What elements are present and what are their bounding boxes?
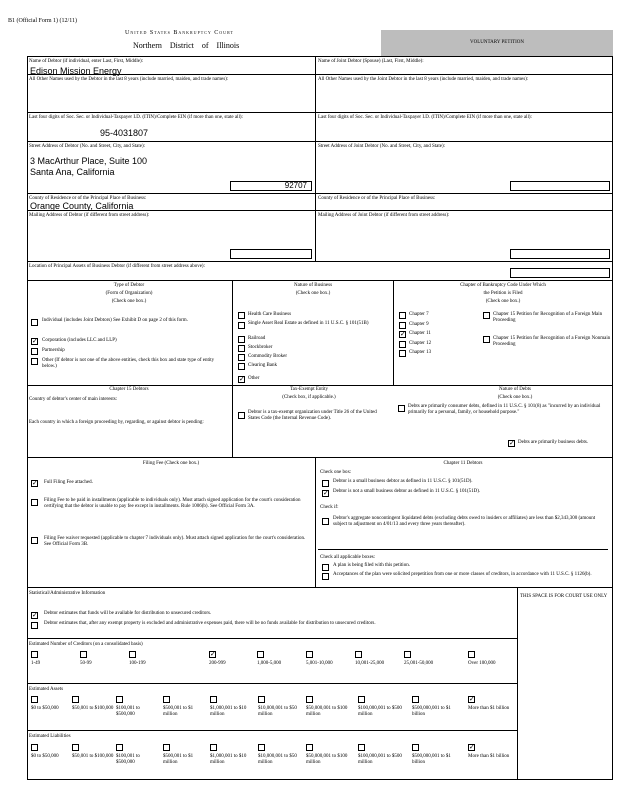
chapter15-text2: Each country in which a foreign proceeding by, regarding, or against debtor is pending: <box>29 420 204 425</box>
chapter-9-label: Chapter 9 <box>409 322 429 327</box>
consumer-debts-label: Debts are primarily consumer debts, defined in 11 U.S.C. § 101(8) as "incurred by an individual primarily for a personal, family, or household purpose." <box>408 404 601 415</box>
creditors-range-checkbox[interactable] <box>129 651 136 658</box>
assets-range-checkbox[interactable] <box>116 696 123 703</box>
street-line-1[interactable]: 3 MacArthur Place, Suite 100 <box>30 156 148 166</box>
creditors-range-label: 1-49 <box>31 661 41 666</box>
debtor-name-value[interactable]: Edison Mission Energy <box>30 66 122 76</box>
nob-health-checkbox[interactable] <box>238 312 245 319</box>
type-corporation-label: Corporation (includes LLC and LLP) <box>42 338 117 343</box>
assets-range-checkbox[interactable] <box>210 696 217 703</box>
assets-range-checkbox[interactable] <box>358 696 365 703</box>
mailing-address-label: Mailing Address of Debtor (if different from street address): <box>29 213 150 218</box>
debtor-name-label: Name of Debtor (if individual, enter Last, First, Middle): <box>29 59 144 64</box>
acceptances-checkbox[interactable] <box>322 573 329 580</box>
liabilities-range-checkbox[interactable] <box>412 744 419 751</box>
chapter-12-checkbox[interactable] <box>399 341 406 348</box>
liabilities-range-checkbox[interactable] <box>163 744 170 751</box>
chapter-15-nonmain-label: Chapter 15 Petition for Recognition of a Foreign Nonmain Proceeding <box>493 336 611 347</box>
nob-railroad-checkbox[interactable] <box>238 336 245 343</box>
nature-of-business-title: Nature of Business <box>293 283 333 288</box>
creditors-range-label: 25,001-50,000 <box>404 661 434 666</box>
chapter15-text: Country of debtor's center of main interests: <box>29 397 118 402</box>
nob-clearing-bank-label: Clearing Bank <box>248 363 278 368</box>
nob-other-label: Other <box>248 376 260 381</box>
assets-range-checkbox[interactable] <box>412 696 419 703</box>
creditors-range-label: 10,001-25,000 <box>355 661 385 666</box>
chapter-subtitle: the Petition is Filed <box>483 291 523 296</box>
assets-range-label: $0 to $50,000 <box>31 706 59 711</box>
assets-range-checkbox[interactable] <box>306 696 313 703</box>
tax-exempt-title: Tax-Exempt Entity <box>289 387 329 392</box>
chapter-title: Chapter of Bankruptcy Code Under Which <box>460 283 546 288</box>
joint-ein-label: Last four digits of Soc. Sec. or Individual-Taxpayer I.D. (ITIN)/Complete EIN (if more than one, state all): <box>318 115 532 120</box>
filing-fee-title: Filing Fee (Check one box.) <box>142 461 200 466</box>
plan-filed-checkbox[interactable] <box>322 564 329 571</box>
rule <box>27 638 517 639</box>
col-divider <box>232 385 233 457</box>
liabilities-range-checkbox[interactable] <box>210 744 217 751</box>
liabilities-range-checkbox[interactable] <box>358 744 365 751</box>
county-value[interactable]: Orange County, California <box>30 201 134 211</box>
plan-filed-label: A plan is being filed with this petition. <box>333 563 410 568</box>
assets-range-checkbox[interactable] <box>163 696 170 703</box>
court-use-divider <box>517 587 518 780</box>
rule <box>27 261 613 262</box>
fee-waiver-checkbox[interactable] <box>31 537 38 544</box>
funds-not-available-label: Debtor estimates that, after any exempt property is excluded and administrative expenses paid, there will be no funds available for distribution to unsecured creditors. <box>44 621 376 626</box>
rule <box>27 457 613 458</box>
county-label: County of Residence or of the Principal Place of Business: <box>29 196 147 201</box>
assets-range-checkbox[interactable] <box>72 696 79 703</box>
chapter11-check-if: Check if: <box>320 505 339 510</box>
liabilities-range-checkbox[interactable] <box>258 744 265 751</box>
other-names-label: All Other Names used by the Debtor in the last 8 years (include married, maiden, and trade names): <box>29 77 229 82</box>
aggregate-debts-label: Debtor's aggregate noncontingent liquidated debts (excluding debts owed to insiders or affiliates) are less than $2,343,300 (amount subject to adjustment on 4/01/13 and every three years thereafter). <box>333 516 596 527</box>
chapter11-check-all: Check all applicable boxes: <box>320 555 376 560</box>
liabilities-range-label: $10,000,001 to $50 million <box>258 754 297 765</box>
creditors-range-checkbox[interactable] <box>257 651 264 658</box>
col-divider <box>393 280 394 385</box>
location-assets-label: Location of Principal Assets of Business Debtor (if different from street address above): <box>29 264 205 269</box>
creditors-label: Estimated Number of Creditors (on a consolidated basis) <box>29 642 143 647</box>
nob-commodity-checkbox[interactable] <box>238 354 245 361</box>
type-partnership-label: Partnership <box>42 348 65 353</box>
creditors-range-checkbox[interactable] <box>404 651 411 658</box>
chapter-11-label: Chapter 11 <box>409 331 431 336</box>
street-address-label: Street Address of Debtor (No. and Street, City, and State): <box>29 144 146 149</box>
type-individual-checkbox[interactable] <box>31 319 38 326</box>
chapter-13-label: Chapter 13 <box>409 350 432 355</box>
form-id: B1 (Official Form 1) (12/11) <box>8 18 77 24</box>
chapter11-check-one: Check one box: <box>320 470 352 475</box>
installments-label: Filing Fee to be paid in installments (applicable to individuals only). Must attach signed application for the court's consideration certifying that the debtor is unable to pay fee except in installments. Rule 1006(b). See Official Form 3A. <box>44 498 301 509</box>
nob-clearing-bank-checkbox[interactable] <box>238 363 245 370</box>
location-zip-code[interactable] <box>510 268 610 278</box>
tax-exempt-text: Debtor is a tax-exempt organization under Title 26 of the United States Code (the Internal Revenue Code). <box>248 410 377 421</box>
liabilities-range-label: $100,000,001 to $500 million <box>358 754 402 765</box>
rule <box>27 587 613 588</box>
creditors-range-checkbox[interactable] <box>31 651 38 658</box>
nob-stockbroker-label: Stockbroker <box>248 345 273 350</box>
type-of-debtor-title: Type of Debtor <box>113 283 145 288</box>
type-other-label: Other (If debtor is not one of the above entities, check this box and state type of entity below.) <box>42 358 215 369</box>
chapter11-debtors-title: Chapter 11 Debtors <box>443 461 483 466</box>
liabilities-range-label: $100,001 to $500,000 <box>116 754 140 765</box>
court-use-only: THIS SPACE IS FOR COURT USE ONLY <box>520 594 608 599</box>
installments-checkbox[interactable] <box>31 499 38 506</box>
type-partnership-checkbox[interactable] <box>31 348 38 355</box>
chapter-9-checkbox[interactable] <box>399 322 406 329</box>
creditors-range-checkbox[interactable] <box>468 651 475 658</box>
funds-available-checkbox[interactable]: ✓ <box>32 611 38 619</box>
street-line-2[interactable]: Santa Ana, California <box>30 167 115 177</box>
not-small-business-label: Debtor is not a small business debtor as defined in 11 U.S.C. § 101(51D). <box>333 489 481 494</box>
joint-zip-code[interactable] <box>510 181 610 191</box>
type-of-debtor-subtitle: (Form of Organization) <box>105 291 153 296</box>
liabilities-range-label: $1,000,001 to $10 million <box>210 754 247 765</box>
assets-range-label: $100,001 to $500,000 <box>116 706 140 717</box>
creditors-range-checkbox[interactable] <box>306 651 313 658</box>
chapter-15-main-label: Chapter 15 Petition for Recognition of a Foreign Main Proceeding <box>493 312 603 323</box>
fee-waiver-label: Filing Fee waiver requested (applicable to chapter 7 individuals only). Must attach signed application for the court's consideration. See Official Form 3B. <box>44 536 306 547</box>
mailing-zip-code[interactable] <box>230 249 312 259</box>
nature-of-debts-title: Nature of Debts <box>499 387 531 392</box>
tax-exempt-checkbox[interactable] <box>238 412 245 419</box>
full-filing-fee-checkbox[interactable]: ✓ <box>32 479 38 487</box>
business-debts-checkbox[interactable]: ✓ <box>509 439 515 447</box>
nature-of-debts-check: (Check one box.) <box>497 395 533 400</box>
joint-street-label: Street Address of Joint Debtor (No. and Street, City, and State): <box>318 144 446 149</box>
rule <box>27 141 613 142</box>
liabilities-range-label: $500,000,001 to $1 billion <box>412 754 451 765</box>
chapter-12-label: Chapter 12 <box>409 341 432 346</box>
assets-range-label: $50,000,001 to $100 million <box>306 706 348 717</box>
nature-of-business-check-one: (Check one box.) <box>295 291 331 296</box>
assets-range-label: More than $1 billion <box>468 706 510 711</box>
joint-other-names-label: All Other Names used by the Joint Debtor in the last 8 years (include married, maiden, and trade names): <box>318 77 529 82</box>
funds-available-label: Debtor estimates that funds will be available for distribution to unsecured creditors. <box>44 611 212 616</box>
ein-value[interactable]: 95-4031807 <box>100 128 149 138</box>
not-small-business-checkbox[interactable]: ✓ <box>323 489 329 497</box>
assets-range-checkbox[interactable] <box>31 696 38 703</box>
nob-commodity-label: Commodity Broker <box>248 354 288 359</box>
liabilities-range-label: $50,000,001 to $100 million <box>306 754 348 765</box>
creditors-range-label: 100-199 <box>129 661 146 666</box>
chapter-11-checkbox[interactable]: ✓ <box>400 330 406 338</box>
small-business-checkbox[interactable] <box>322 480 329 487</box>
joint-debtor-name-label: Name of Joint Debtor (Spouse) (Last, First, Middle): <box>318 59 424 64</box>
rule <box>318 549 608 550</box>
funds-not-available-checkbox[interactable] <box>31 622 38 629</box>
creditors-range-label: 1,000-5,000 <box>257 661 282 666</box>
rule <box>27 193 613 194</box>
assets-range-label: $1,000,001 to $10 million <box>210 706 247 717</box>
assets-range-label: $100,000,001 to $500 million <box>358 706 402 717</box>
assets-range-label: $10,000,001 to $50 million <box>258 706 297 717</box>
creditors-range-label: 200-999 <box>209 661 226 666</box>
col-divider <box>315 457 316 587</box>
center-divider <box>315 56 316 261</box>
rule <box>27 112 613 113</box>
chapter-13-checkbox[interactable] <box>399 350 406 357</box>
chapter-check-one: (Check one box.) <box>485 299 521 304</box>
creditors-range-label: 50-99 <box>80 661 92 666</box>
liabilities-range-label: $50,001 to $100,000 <box>72 754 114 759</box>
liabilities-range-label: More than $1 billion <box>468 754 510 759</box>
chapter-7-label: Chapter 7 <box>409 312 429 317</box>
chapter-15-main-checkbox[interactable] <box>483 312 490 319</box>
creditors-range-checkbox[interactable]: ✓ <box>210 650 216 658</box>
type-individual-label: Individual (includes Joint Debtors) See Exhibit D on page 2 of this form. <box>42 318 188 323</box>
court-title: United States Bankruptcy Court <box>125 30 234 36</box>
liabilities-range-checkbox[interactable] <box>116 744 123 751</box>
assets-range-label: $50,001 to $100,000 <box>72 706 114 711</box>
chapter15-title: Chapter 15 Debtors <box>109 387 149 392</box>
assets-range-checkbox[interactable] <box>258 696 265 703</box>
creditors-range-label: Over 100,000 <box>468 661 496 666</box>
assets-label: Estimated Assets <box>29 687 64 692</box>
rule <box>27 730 517 731</box>
assets-range-label: $500,000,001 to $1 billion <box>412 706 451 717</box>
liabilities-range-label: $500,001 to $1 million <box>163 754 194 765</box>
joint-mailing-label: Mailing Address of Joint Debtor (if different from street address): <box>318 213 450 218</box>
district: Northern District of Illinois <box>133 41 240 50</box>
chapter-15-nonmain-checkbox[interactable] <box>483 336 490 343</box>
type-corporation-checkbox[interactable]: ✓ <box>32 337 38 345</box>
nob-single-asset-checkbox[interactable] <box>238 322 245 329</box>
type-other-checkbox[interactable] <box>31 358 38 365</box>
tax-exempt-check: (Check box, if applicable.) <box>282 395 336 400</box>
creditors-range-checkbox[interactable] <box>80 651 87 658</box>
small-business-label: Debtor is a small business debtor as defined in 11 U.S.C. § 101(51D). <box>333 479 473 484</box>
zip-code[interactable]: 92707 <box>230 181 312 191</box>
statistical-title: Statistical/Administrative Information <box>29 591 106 596</box>
liabilities-range-checkbox[interactable] <box>31 744 38 751</box>
voluntary-petition-title: VOLUNTARY PETITION <box>470 40 524 45</box>
joint-county-label: County of Residence or of the Principal Place of Business: <box>318 196 436 201</box>
acceptances-label: Acceptances of the plan were solicited prepetition from one or more classes of creditors, in accordance with 11 U.S.C. § 1126(b). <box>333 572 592 577</box>
consumer-debts-checkbox[interactable] <box>398 405 405 412</box>
assets-range-checkbox[interactable]: ✓ <box>469 695 475 703</box>
liabilities-range-checkbox[interactable] <box>306 744 313 751</box>
rule <box>27 280 613 281</box>
nob-health-label: Health Care Business <box>248 312 292 317</box>
aggregate-debts-checkbox[interactable] <box>322 518 329 525</box>
chapter-7-checkbox[interactable] <box>399 312 406 319</box>
liabilities-range-checkbox[interactable] <box>72 744 79 751</box>
liabilities-range-checkbox[interactable]: ✓ <box>469 743 475 751</box>
liabilities-label: Estimated Liabilities <box>29 734 71 739</box>
type-of-debtor-check-one: (Check one box.) <box>111 299 147 304</box>
full-filing-fee-label: Full Filing Fee attached. <box>44 480 93 485</box>
ein-label: Last four digits of Soc. Sec. or Individual-Taxpayer I.D. (ITIN)/Complete EIN (if more than one, state all): <box>29 115 243 120</box>
nob-single-asset-label: Single Asset Real Estate as defined in 11 U.S.C. § 101(51B) <box>248 321 369 326</box>
creditors-range-checkbox[interactable] <box>355 651 362 658</box>
rule <box>27 683 517 684</box>
joint-mailing-zip-code[interactable] <box>510 249 610 259</box>
col-divider <box>232 280 233 385</box>
nob-stockbroker-checkbox[interactable] <box>238 345 245 352</box>
liabilities-range-label: $0 to $50,000 <box>31 754 59 759</box>
creditors-range-label: 5,001-10,000 <box>306 661 333 666</box>
assets-range-label: $500,001 to $1 million <box>163 706 194 717</box>
nob-railroad-label: Railroad <box>248 336 266 341</box>
nob-other-checkbox[interactable]: ✓ <box>239 375 245 383</box>
business-debts-label: Debts are primarily business debts. <box>518 440 589 445</box>
rule <box>27 385 613 386</box>
